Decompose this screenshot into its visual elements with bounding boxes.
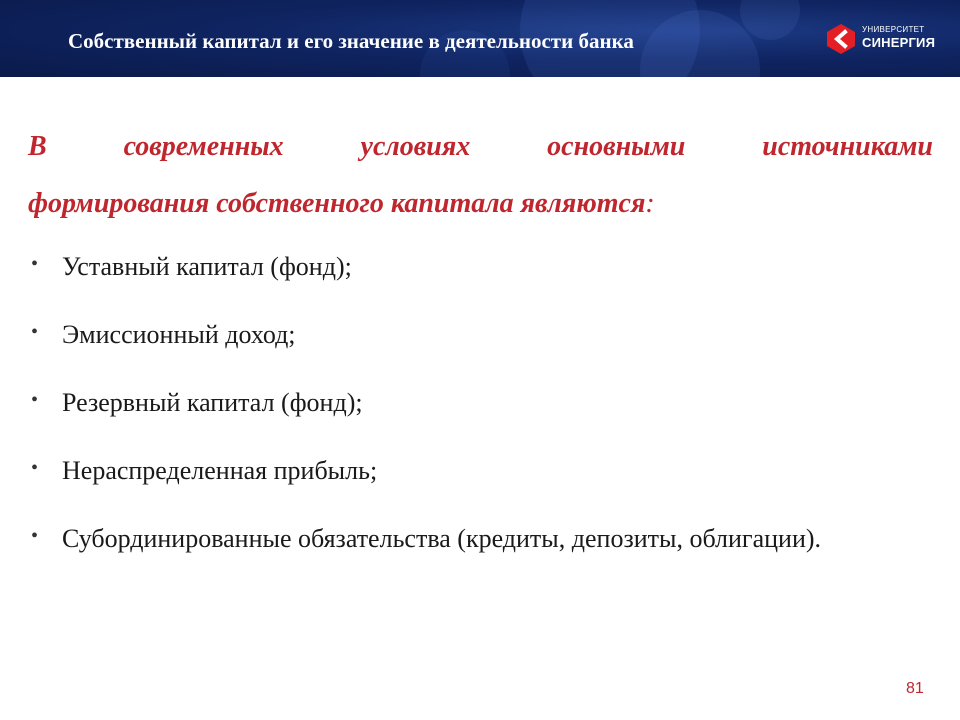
sources-list	[28, 240, 821, 580]
synergy-logo-icon	[826, 23, 856, 55]
logo-bottom-text: СИНЕРГИЯ	[862, 35, 936, 50]
lead-word: В	[28, 131, 47, 162]
lead-line-2	[28, 175, 933, 232]
list-item	[28, 240, 821, 308]
page-number: 81	[906, 680, 924, 697]
slide-header	[0, 0, 960, 77]
list-item	[28, 376, 821, 444]
lead-line-1	[28, 118, 933, 175]
bullet-icon: •	[31, 253, 39, 275]
list-item	[28, 308, 821, 376]
lead-word: источниками	[762, 131, 933, 162]
bullet-icon: •	[31, 457, 39, 479]
lead-line-2-text: формирования собственного капитала являются	[28, 188, 646, 219]
list-item-text: Резервный капитал (фонд);	[62, 388, 363, 417]
lead-word: основными	[547, 131, 686, 162]
lead-word: условиях	[360, 131, 471, 162]
bullet-icon: •	[31, 321, 39, 343]
lead-paragraph	[28, 118, 933, 232]
bullet-icon: •	[31, 389, 39, 411]
list-item	[28, 444, 821, 512]
list-item-text: Нераспределенная прибыль;	[62, 456, 378, 485]
list-item-text: Субординированные обязательства (кредиты, депозиты, облигации).	[62, 524, 822, 553]
lead-word: современных	[123, 131, 284, 162]
logo-top-text: УНИВЕРСИТЕТ	[862, 25, 925, 34]
list-item	[28, 512, 821, 580]
slide-title: Собственный капитал и его значение в деятельности банка	[68, 29, 634, 53]
bullet-icon: •	[31, 525, 39, 547]
synergy-logo	[826, 23, 946, 57]
header-decoration	[740, 0, 800, 40]
lead-colon: :	[645, 188, 655, 219]
list-item-text: Уставный капитал (фонд);	[62, 252, 352, 281]
list-item-text: Эмиссионный доход;	[62, 320, 296, 349]
